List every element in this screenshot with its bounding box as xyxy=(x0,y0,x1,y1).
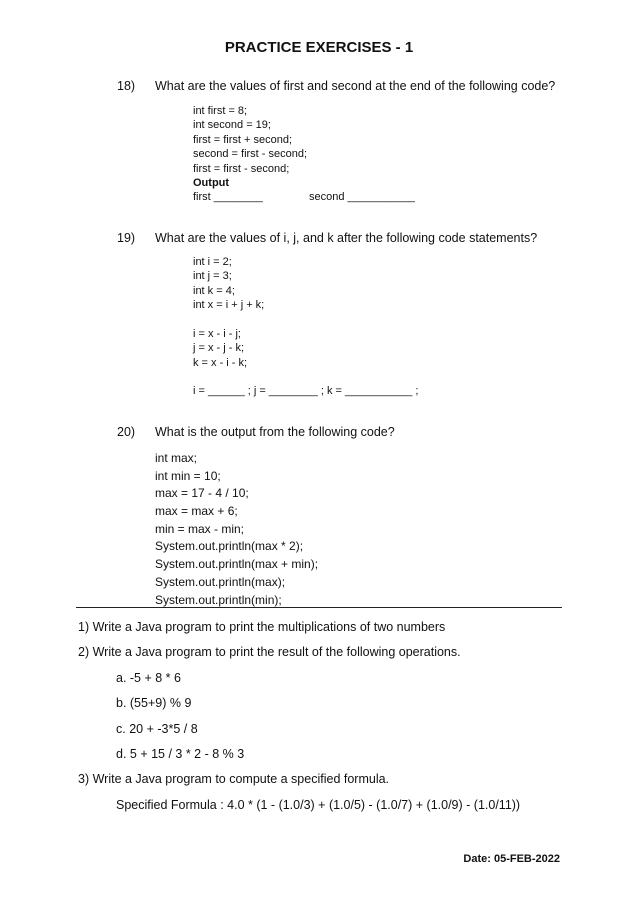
q18-output-label: Output xyxy=(193,176,230,189)
q20-number: 20) xyxy=(117,425,136,439)
code-line: first = first + second; xyxy=(193,133,293,146)
task-1: 1) Write a Java program to print the multiplications of two numbers xyxy=(78,620,446,634)
code-line: int k = 4; xyxy=(193,284,235,297)
code-line: k = x - i - k; xyxy=(193,356,248,369)
task-2-item-d: d. 5 + 15 / 3 * 2 - 8 % 3 xyxy=(116,747,245,761)
code-line: second = first - second; xyxy=(193,148,308,161)
q19-code-block-2 xyxy=(193,327,247,370)
q20-code xyxy=(155,450,318,609)
code-line: int x = i + j + k; xyxy=(193,299,265,312)
task-2-item-a: a. -5 + 8 * 6 xyxy=(116,671,181,685)
q18-question: What are the values of first and second at the end of the following code? xyxy=(155,79,556,93)
code-line: System.out.println(max + min); xyxy=(155,557,319,572)
q19-number: 19) xyxy=(117,231,136,245)
code-line: System.out.println(max * 2); xyxy=(155,539,304,554)
q19-code-block-1 xyxy=(193,255,264,313)
task-2-item-b: b. (55+9) % 9 xyxy=(116,696,192,710)
code-line: j = x - j - k; xyxy=(193,342,245,355)
code-line: first = first - second; xyxy=(193,162,290,175)
task-3-formula: Specified Formula : 4.0 * (1 - (1.0/3) + (1.0/5) - (1.0/7) + (1.0/9) - (1.0/11)) xyxy=(116,798,521,812)
code-line: int min = 10; xyxy=(155,468,221,483)
code-line: max = max + 6; xyxy=(155,504,238,519)
q19-answer-line: i = ______ ; j = ________ ; k = ___________ ; xyxy=(193,385,419,397)
code-line: i = x - i - j; xyxy=(193,328,241,340)
code-line: System.out.println(max); xyxy=(155,574,286,589)
code-line: System.out.println(min); xyxy=(155,592,282,607)
section-divider xyxy=(76,607,562,608)
q18-first-blank: first ________ xyxy=(193,191,263,203)
q18-second-blank: second ___________ xyxy=(309,191,415,203)
task-2: 2) Write a Java program to print the result of the following operations. xyxy=(78,645,461,659)
code-line: int second = 19; xyxy=(193,119,271,132)
q19-question: What are the values of i, j, and k after the following code statements? xyxy=(155,231,538,245)
q18-number: 18) xyxy=(117,79,136,93)
date-label: Date: 05-FEB-2022 xyxy=(463,853,560,865)
code-line: int i = 2; xyxy=(193,256,232,268)
task-3: 3) Write a Java program to compute a specified formula. xyxy=(78,772,390,786)
page-title: PRACTICE EXERCISES - 1 xyxy=(224,39,414,56)
code-line: min = max - min; xyxy=(155,521,245,536)
task-2-item-c: c. 20 + -3*5 / 8 xyxy=(116,722,198,736)
q18-code xyxy=(193,104,307,190)
code-line: int j = 3; xyxy=(193,270,232,283)
code-line: int first = 8; xyxy=(193,105,248,117)
code-line: int max; xyxy=(155,451,198,465)
code-line: max = 17 - 4 / 10; xyxy=(155,486,249,501)
q20-question: What is the output from the following code? xyxy=(155,425,395,439)
